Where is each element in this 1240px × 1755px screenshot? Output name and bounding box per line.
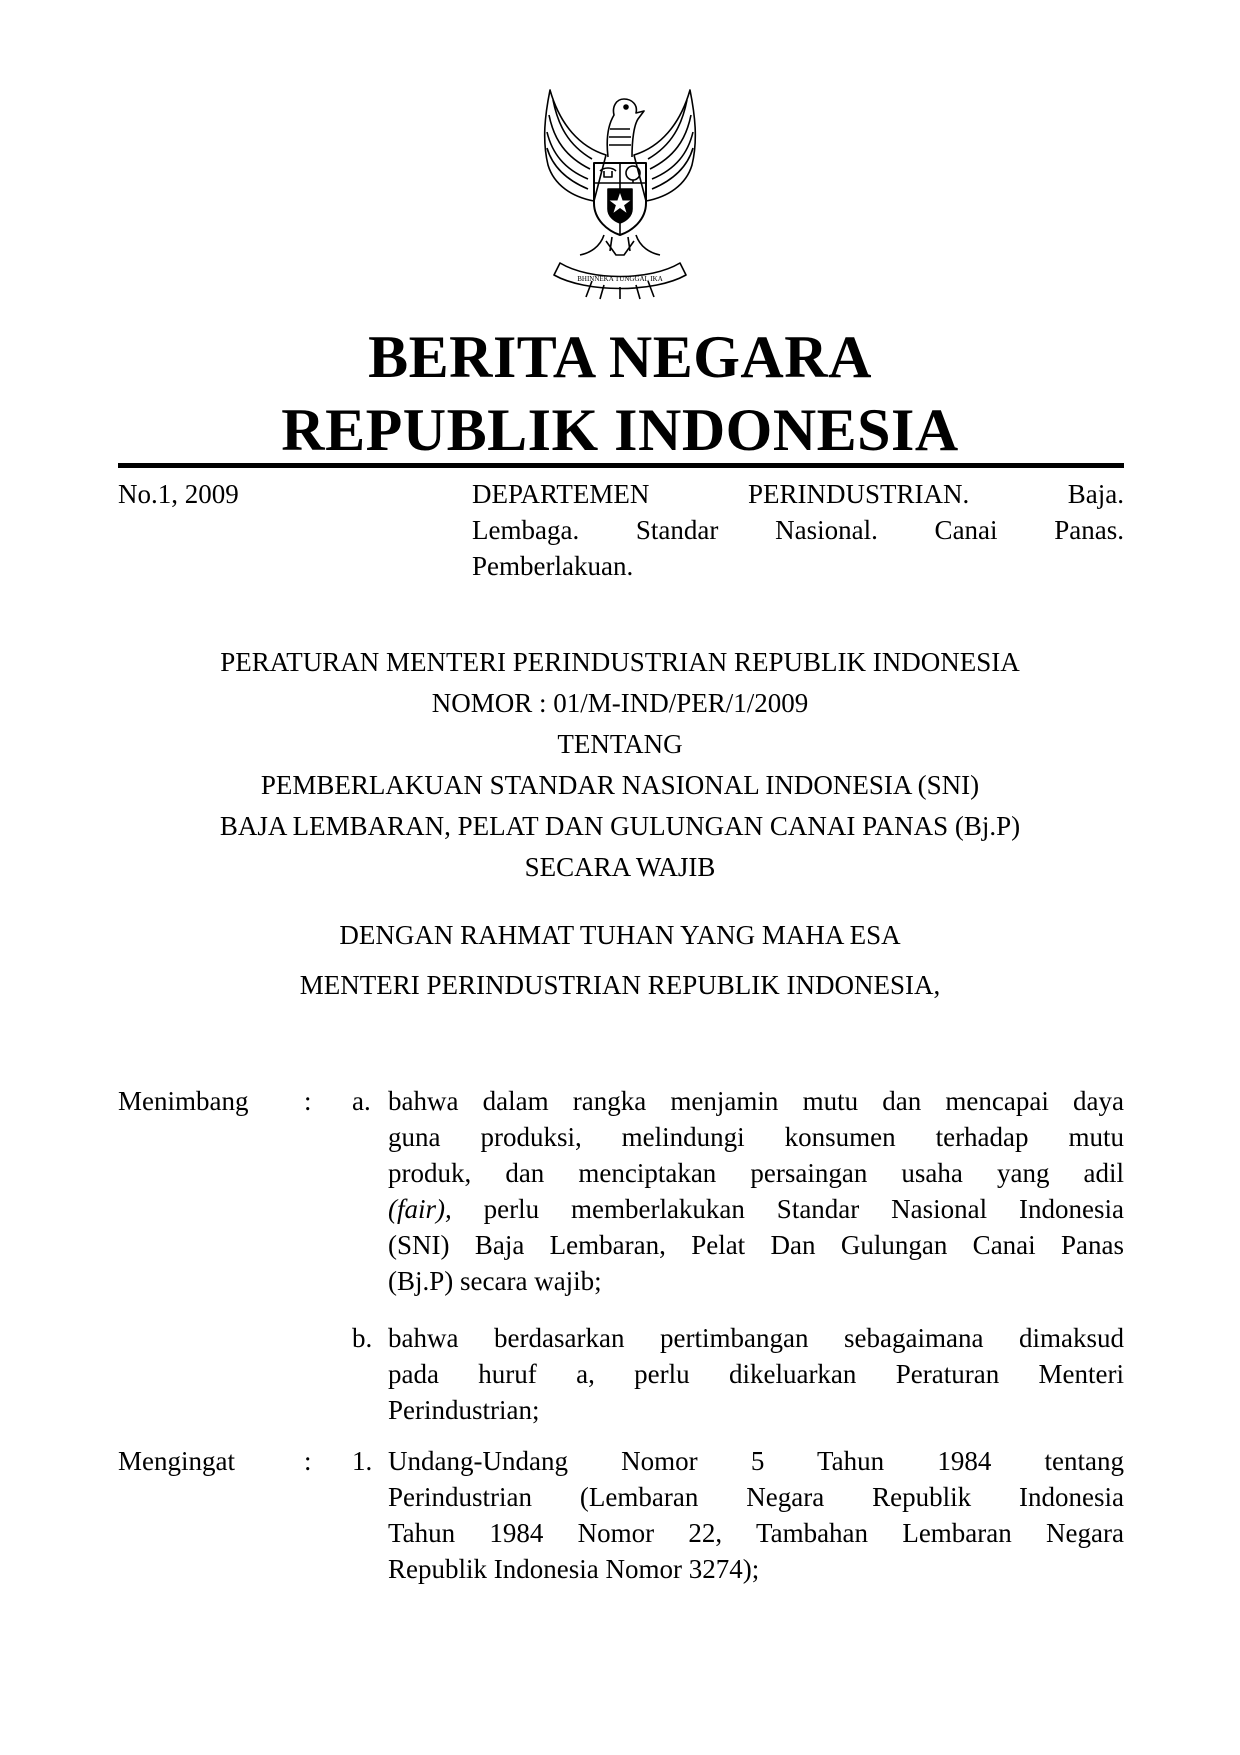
item-line: Perindustrian; — [388, 1395, 540, 1425]
menimbang-item-b — [388, 1320, 1124, 1428]
section-colon: : — [304, 1086, 312, 1116]
item-line: produk, dan menciptakan persaingan usaha yang adil — [388, 1158, 1124, 1188]
preamble-line: DENGAN RAHMAT TUHAN YANG MAHA ESA — [339, 920, 901, 950]
emblem-motto: BHINNEKA TUNGGAL IKA — [577, 275, 663, 283]
issue-subject-line: DEPARTEMEN PERINDUSTRIAN. Baja. — [472, 479, 1124, 509]
menimbang-section — [0, 1083, 1240, 1313]
item-line: Undang-Undang Nomor 5 Tahun 1984 tentang — [388, 1446, 1124, 1476]
item-marker: b. — [352, 1323, 373, 1353]
section-label-mengingat: Mengingat — [118, 1446, 235, 1476]
mengingat-item-1 — [388, 1443, 1124, 1587]
regulation-title — [0, 642, 1240, 888]
regulation-title-line: PEMBERLAKUAN STANDAR NASIONAL INDONESIA (SNI) — [260, 770, 980, 800]
mengingat-section — [0, 1443, 1240, 1603]
item-line: guna produksi, melindungi konsumen terhadap mutu — [388, 1122, 1124, 1152]
issue-subject-line: Lembaga. Standar Nasional. Canai Panas. — [472, 515, 1124, 545]
regulation-title-line: TENTANG — [557, 729, 683, 759]
item-line: Tahun 1984 Nomor 22, Tambahan Lembaran Negara — [388, 1518, 1124, 1548]
item-line: (fair), perlu memberlakukan Standar Nasional Indonesia — [388, 1194, 1124, 1224]
item-line: Republik Indonesia Nomor 3274); — [388, 1554, 760, 1584]
preamble-line: MENTERI PERINDUSTRIAN REPUBLIK INDONESIA, — [299, 970, 941, 1000]
item-line: (SNI) Baja Lembaran, Pelat Dan Gulungan Canai Panas — [388, 1230, 1124, 1260]
masthead-title-line2: REPUBLIK INDONESIA — [281, 397, 959, 463]
section-label-menimbang: Menimbang — [118, 1086, 249, 1116]
item-line: pada huruf a, perlu dikeluarkan Peraturan Menteri — [388, 1359, 1124, 1389]
issue-subject — [472, 476, 1124, 584]
garuda-pancasila-emblem-icon — [520, 85, 720, 300]
item-marker: 1. — [352, 1446, 373, 1476]
preamble — [0, 910, 1240, 1010]
item-line: Perindustrian (Lembaran Negara Republik Indonesia — [388, 1482, 1124, 1512]
item-marker: a. — [352, 1086, 371, 1116]
issue-subject-line: Pemberlakuan. — [472, 551, 634, 581]
menimbang-item-a — [388, 1083, 1124, 1299]
item-line: bahwa berdasarkan pertimbangan sebagaimana dimaksud — [388, 1323, 1124, 1353]
regulation-title-line: SECARA WAJIB — [524, 852, 716, 882]
regulation-title-line: BAJA LEMBARAN, PELAT DAN GULUNGAN CANAI PANAS (Bj.P) — [219, 811, 1021, 841]
item-line: (Bj.P) secara wajib; — [388, 1266, 602, 1296]
issue-number: No.1, 2009 — [118, 479, 239, 509]
item-line: bahwa dalam rangka menjamin mutu dan mencapai daya — [388, 1086, 1124, 1116]
regulation-title-line: PERATURAN MENTERI PERINDUSTRIAN REPUBLIK INDONESIA — [220, 647, 1020, 677]
section-colon: : — [304, 1446, 312, 1476]
menimbang-item-b-row — [0, 1320, 1240, 1440]
regulation-number: NOMOR : 01/M-IND/PER/1/2009 — [431, 688, 809, 718]
masthead-title-line1: BERITA NEGARA — [368, 324, 872, 390]
masthead-divider — [118, 463, 1124, 468]
